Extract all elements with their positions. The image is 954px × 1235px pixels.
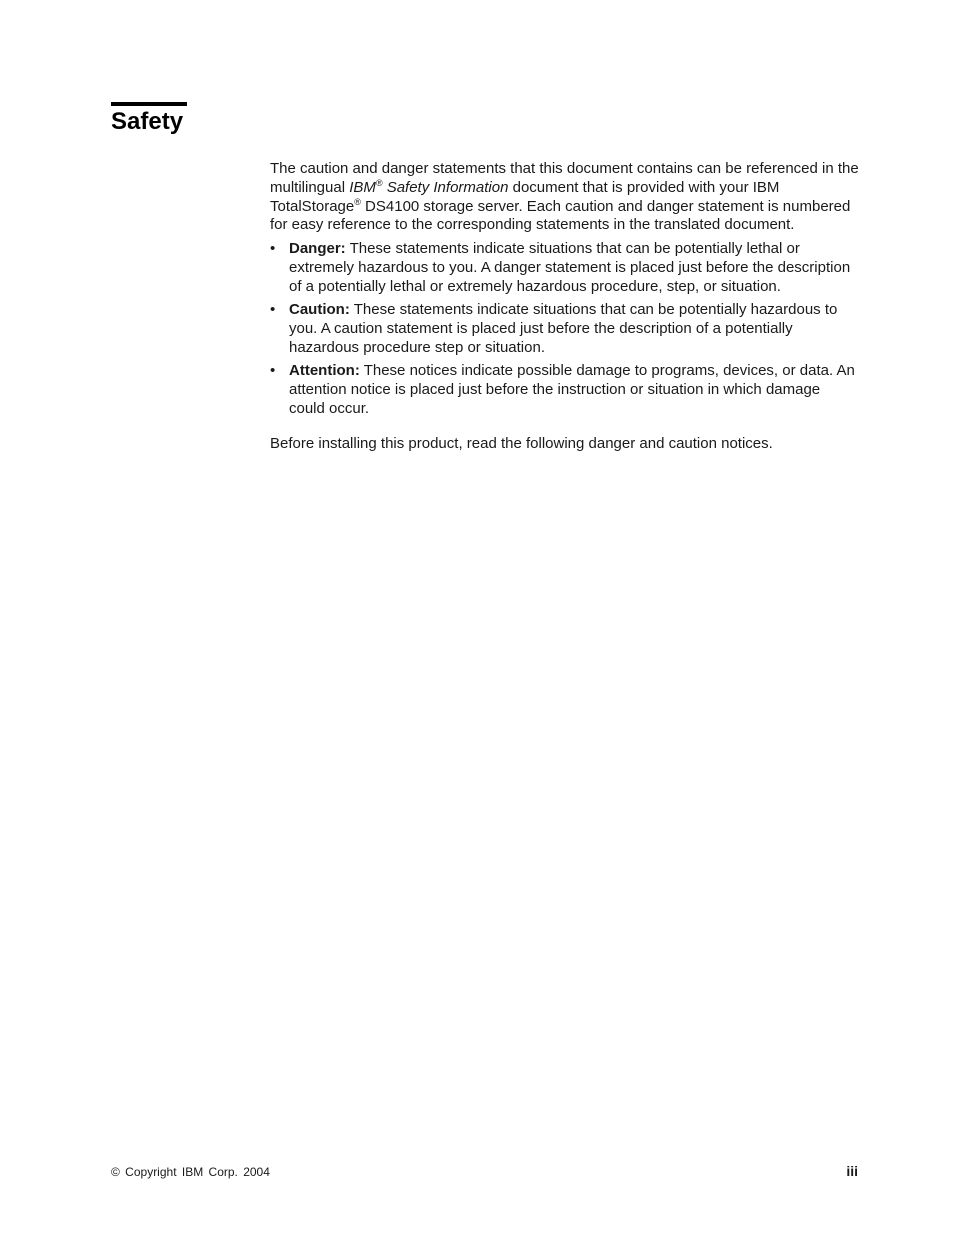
bullet: • [270, 301, 276, 319]
copyright-notice: © Copyright IBM Corp. 2004 [111, 1165, 270, 1179]
notice-text: These statements indicate situations that can be potentially hazardous to you. A caution statement is placed just before the description of a potentially hazardous procedure step or situation. [289, 301, 838, 356]
heading-rule [111, 102, 187, 106]
body-text [270, 160, 860, 454]
notice-term: Caution: [289, 301, 350, 319]
closing-paragraph: Before installing this product, read the following danger and caution notices. [270, 435, 773, 453]
page-title: Safety [111, 108, 184, 135]
list-item-attention [270, 362, 860, 418]
list-item-danger [270, 240, 860, 296]
bullet: • [270, 361, 276, 379]
notice-text: These statements indicate situations that can be potentially lethal or extremely hazardous to you. A danger statement is placed just before the description of a potentially lethal or extremely hazardous procedure, step, or situation. [289, 240, 851, 295]
notice-text: These notices indicate possible damage to programs, devices, or data. An attention notice is placed just before the instruction or situation in which damage could occur. [289, 361, 855, 417]
ibm-safety-information-title: IBM® Safety Information [349, 177, 509, 196]
registered-mark: ® [375, 177, 383, 188]
list-item-caution [270, 301, 860, 357]
notice-term: Attention: [289, 361, 360, 379]
page-number: iii [846, 1163, 858, 1179]
bullet: • [270, 240, 276, 258]
notice-list [270, 240, 860, 418]
registered-mark: ® [354, 196, 361, 207]
intro-paragraph: The caution and danger statements that this document contains can be referenced in the multilingual IBM® Safety Information document that is provided with your IBM TotalStorage® DS4100 storage server. Each caution and danger statement is numbered for easy reference to the corresponding statements in the translated document. [270, 160, 859, 234]
notice-term: Danger: [289, 240, 346, 258]
